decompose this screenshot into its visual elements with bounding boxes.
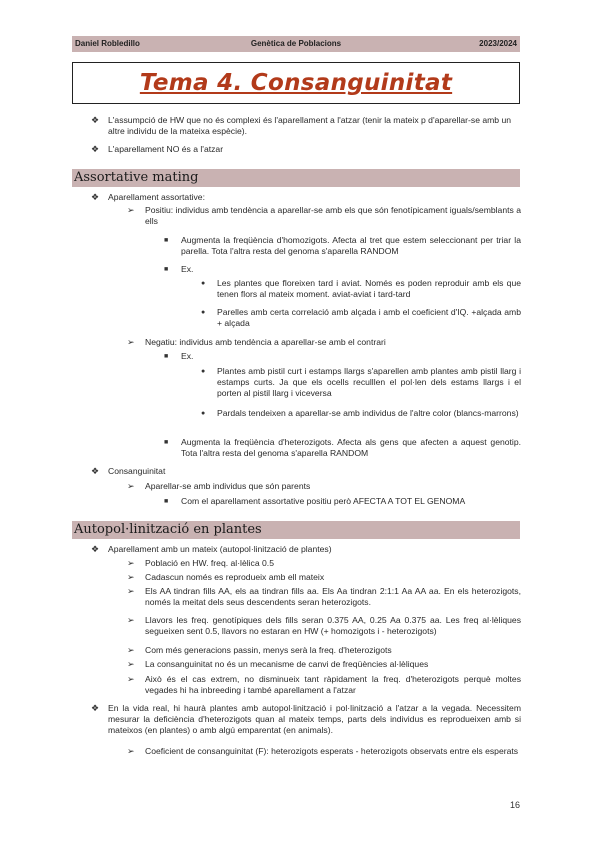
dot-bullet: ●	[201, 309, 206, 316]
list-item: Pardals tendeixen a aparellar-se amb individus de l'altre color (blancs-marrons)	[217, 408, 519, 418]
list-item: Positiu: individus amb tendència a aparellar-se amb els que són fenotípicament iguals/semblants a ells	[145, 205, 521, 226]
list-item: Coeficient de consanguinitat (F): heterozigots esperats - heterozigots observats entre els esperats	[145, 746, 519, 756]
diamond-bullet: ❖	[91, 703, 100, 713]
arrow-bullet: ➢	[127, 205, 135, 215]
list-item: Els AA tindran fills AA, els aa tindran fills aa. Els Aa tindran 2:1:1 Aa AA aa. En els heterozigots, només la meitat dels seus descendents seran heterozigots.	[145, 586, 521, 607]
list-item: Llavors les freq. genotípiques dels fills seran 0.375 AA, 0.25 Aa 0.375 aa. Les freq al·lèliques segueixen sent 0.5, llavors no estaran en HW (+ homozigots i - heterozigots)	[145, 615, 521, 636]
square-bullet: ■	[164, 266, 169, 273]
list-item: Aparellament amb un mateix (autopol·linització de plantes)	[108, 544, 332, 554]
diamond-bullet: ❖	[91, 144, 100, 154]
list-item: Parelles amb certa correlació amb alçada i amb el coeficient d'IQ. +alçada amb + alçada	[217, 307, 521, 328]
list-item: Cadascun només es reprodueix amb ell mateix	[145, 572, 325, 582]
header-author: Daniel Robledillo	[75, 39, 140, 48]
diamond-bullet: ❖	[91, 466, 100, 476]
list-item: Com el aparellament assortative positiu però AFECTA A TOT EL GENOMA	[181, 496, 466, 506]
square-bullet: ■	[164, 498, 169, 505]
square-bullet: ■	[164, 237, 169, 244]
section-title: Assortative mating	[74, 170, 199, 185]
list-item: Aparellar-se amb individus que són parents	[145, 481, 311, 491]
arrow-bullet: ➢	[127, 746, 135, 756]
diamond-bullet: ❖	[91, 544, 100, 554]
page-header	[72, 36, 520, 52]
list-item: Negatiu: individus amb tendència a aparellar-se amb el contrari	[145, 337, 386, 347]
square-bullet: ■	[164, 353, 169, 360]
list-item: Com més generacions passin, menys serà la freq. d'heterozigots	[145, 645, 392, 655]
section-heading-autopollinitzacio	[72, 521, 520, 539]
arrow-bullet: ➢	[127, 558, 135, 568]
list-item: Ex.	[181, 264, 194, 274]
list-item: En la vida real, hi haurà plantes amb autopol·linització i pol·linització a l'atzar a la vegada. Necessitem mesurar la deficiència d'heterozigots quan al mateix temps, parts dels individus es reprodueixen amb si mateixos (en plantes) o amb algú emparentat (en animals).	[108, 703, 521, 735]
arrow-bullet: ➢	[127, 645, 135, 655]
dot-bullet: ●	[201, 368, 206, 375]
list-item: Població en HW. freq. al·lèlica 0.5	[145, 558, 274, 568]
dot-bullet: ●	[201, 280, 206, 287]
arrow-bullet: ➢	[127, 337, 135, 347]
intro-line-1: L'assumpció de HW que no és complexi és l'aparellament a l'atzar (tenir la mateix p d'aparellar-se amb un altre individu de la mateixa espècie).	[108, 115, 512, 136]
arrow-bullet: ➢	[127, 481, 135, 491]
page-title: Tema 4. Consanguinitat	[139, 70, 453, 96]
list-item: Augmenta la freqüència d'heterozigots. Afecta als gens que afecten a aquest genotip. Tota l'altra resta del genoma s'aparella RANDOM	[181, 437, 521, 458]
list-item: Augmenta la freqüència d'homozigots. Afecta al tret que estem seleccionant per triar la parella. Tota l'altra resta del genoma s'aparella RANDOM	[181, 235, 521, 256]
dot-bullet: ●	[201, 410, 206, 417]
diamond-bullet: ❖	[91, 115, 100, 125]
square-bullet: ■	[164, 439, 169, 446]
arrow-bullet: ➢	[127, 659, 135, 669]
arrow-bullet: ➢	[127, 674, 135, 684]
page-number: 16	[509, 800, 520, 810]
arrow-bullet: ➢	[127, 586, 135, 596]
section-heading-assortative	[72, 169, 520, 187]
header-subject: Genètica de Poblacions	[250, 39, 342, 48]
intro-line-2: L'aparellament NO és a l'atzar	[108, 144, 224, 154]
list-item: La consanguinitat no és un mecanisme de canvi de freqüències al·lèliques	[145, 659, 429, 669]
arrow-bullet: ➢	[127, 615, 135, 625]
list-item: Consanguinitat	[108, 466, 166, 476]
list-item: Ex.	[181, 351, 194, 361]
list-item: Les plantes que floreixen tard i aviat. Només es poden reproduir amb els que tenen flors al mateix moment. aviat-aviat i tard-tard	[217, 278, 521, 299]
title-box	[72, 62, 520, 104]
diamond-bullet: ❖	[91, 192, 100, 202]
arrow-bullet: ➢	[127, 572, 135, 582]
header-year: 2023/2024	[479, 39, 517, 48]
list-item: Això és el cas extrem, no disminueix tant ràpidament la freq. d'heterozigots perquè moltes vegades hi ha inbreeding i també aparellament a l'atzar	[145, 674, 521, 695]
list-item: Plantes amb pistil curt i estamps llargs s'aparellen amb plantes amb pistil llarg i estamps curts. Ja que els ocells reculllen el pol·len dels estams llargs i el porten al pistil llarg i viceversa	[217, 366, 521, 398]
section-title: Autopol·linització en plantes	[74, 522, 262, 537]
list-item: Aparellament assortative:	[108, 192, 205, 202]
